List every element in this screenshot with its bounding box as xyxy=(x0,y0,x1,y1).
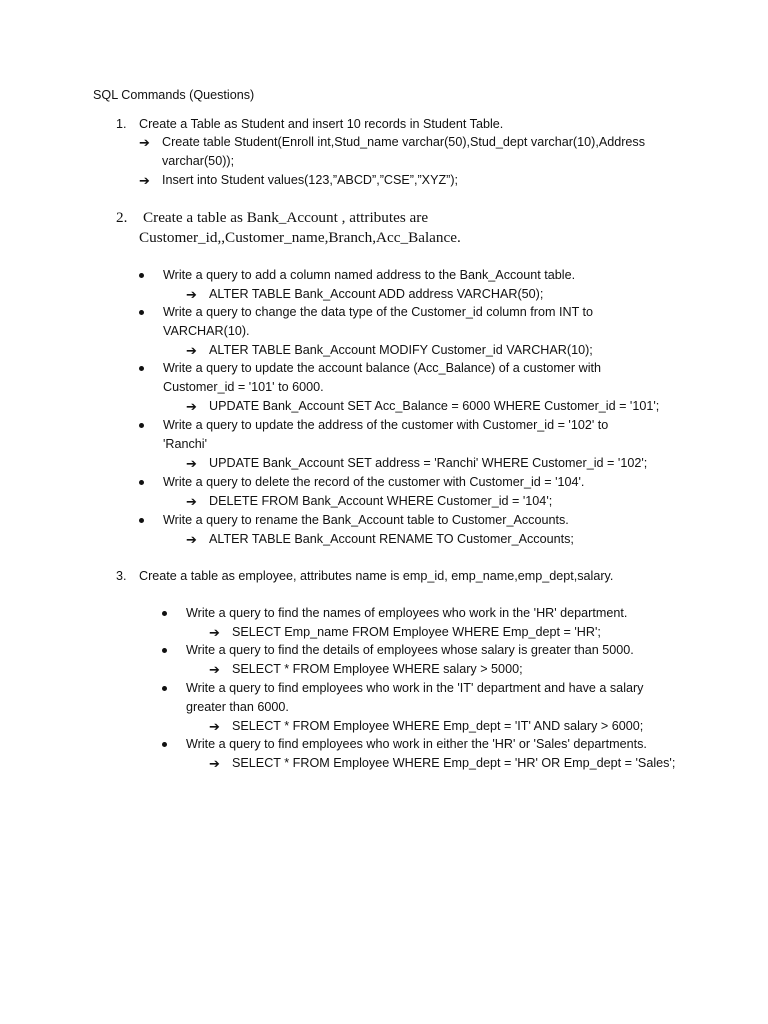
q3-item-3-question-line-1: Write a query to find employees who work in the 'IT' department and have a salary xyxy=(186,681,644,695)
q1-answer-2: Insert into Student values(123,”ABCD”,”CSE”,”XYZ”); xyxy=(162,173,459,187)
q2-item-4-question-line-2: 'Ranchi' xyxy=(163,437,208,451)
q2-item-3-question-line-1: Write a query to update the account balance (Acc_Balance) of a customer with xyxy=(163,361,601,375)
q2-item-5-question: Write a query to delete the record of the customer with Customer_id = '104'. xyxy=(163,475,585,489)
arrow-icon: ➔ xyxy=(209,756,220,771)
bullet-icon xyxy=(139,366,144,371)
q2-item-1-answer: ALTER TABLE Bank_Account ADD address VARCHAR(50); xyxy=(209,287,544,301)
q3-item-2-answer: SELECT * FROM Employee WHERE salary > 5000; xyxy=(232,662,523,676)
q2-number: 2. xyxy=(116,209,128,226)
bullet-icon xyxy=(139,310,144,315)
bullet-icon xyxy=(139,423,144,428)
arrow-icon: ➔ xyxy=(186,494,197,509)
arrow-icon: ➔ xyxy=(139,135,150,150)
q1-answer-1-line-1: Create table Student(Enroll int,Stud_name varchar(50),Stud_dept varchar(10),Address xyxy=(162,135,646,149)
document-title: SQL Commands (Questions) xyxy=(93,88,255,102)
arrow-icon: ➔ xyxy=(186,287,197,302)
bullet-icon xyxy=(139,273,144,278)
bullet-icon xyxy=(139,480,144,485)
arrow-icon: ➔ xyxy=(186,399,197,414)
q2-item-1-question: Write a query to add a column named address to the Bank_Account table. xyxy=(163,268,576,282)
q3-item-1-question: Write a query to find the names of employees who work in the 'HR' department. xyxy=(186,606,628,620)
bullet-icon xyxy=(162,742,167,747)
q2-item-2-answer: ALTER TABLE Bank_Account MODIFY Customer_id VARCHAR(10); xyxy=(209,343,593,357)
q1-text: Create a Table as Student and insert 10 records in Student Table. xyxy=(139,117,504,131)
q2-item-6-answer: ALTER TABLE Bank_Account RENAME TO Customer_Accounts; xyxy=(209,532,574,546)
q1-answer-1-line-2: varchar(50)); xyxy=(162,154,235,168)
q2-item-4-question-line-1: Write a query to update the address of the customer with Customer_id = '102' to xyxy=(163,418,609,432)
bullet-icon xyxy=(139,518,144,523)
q3-number: 3. xyxy=(116,569,127,583)
q2-item-2-question-line-2: VARCHAR(10). xyxy=(163,324,250,338)
q3-item-2-question: Write a query to find the details of employees whose salary is greater than 5000. xyxy=(186,643,634,657)
arrow-icon: ➔ xyxy=(186,456,197,471)
arrow-icon: ➔ xyxy=(186,532,197,547)
q2-item-3-question-line-2: Customer_id = '101' to 6000. xyxy=(163,380,324,394)
q2-text-line-2: Customer_id,,Customer_name,Branch,Acc_Balance. xyxy=(139,229,461,246)
q2-item-2-question-line-1: Write a query to change the data type of the Customer_id column from INT to xyxy=(163,305,594,319)
arrow-icon: ➔ xyxy=(209,719,220,734)
arrow-icon: ➔ xyxy=(139,173,150,188)
q3-item-4-question: Write a query to find employees who work in either the 'HR' or 'Sales' departments. xyxy=(186,737,647,751)
q2-item-5-answer: DELETE FROM Bank_Account WHERE Customer_id = '104'; xyxy=(209,494,553,508)
q1-number: 1. xyxy=(116,117,127,131)
q3-text: Create a table as employee, attributes name is emp_id, emp_name,emp_dept,salary. xyxy=(139,569,614,583)
arrow-icon: ➔ xyxy=(186,343,197,358)
arrow-icon: ➔ xyxy=(209,625,220,640)
q2-text-line-1: Create a table as Bank_Account , attributes are xyxy=(143,209,429,226)
q2-item-6-question: Write a query to rename the Bank_Account table to Customer_Accounts. xyxy=(163,513,569,527)
q3-item-1-answer: SELECT Emp_name FROM Employee WHERE Emp_dept = 'HR'; xyxy=(232,625,601,639)
q2-item-4-answer: UPDATE Bank_Account SET address = 'Ranchi' WHERE Customer_id = '102'; xyxy=(209,456,648,470)
q3-item-4-answer: SELECT * FROM Employee WHERE Emp_dept = 'HR' OR Emp_dept = 'Sales'; xyxy=(232,756,676,770)
bullet-icon xyxy=(162,611,167,616)
q3-item-3-question-line-2: greater than 6000. xyxy=(186,700,289,714)
bullet-icon xyxy=(162,686,167,691)
q3-item-3-answer: SELECT * FROM Employee WHERE Emp_dept = 'IT' AND salary > 6000; xyxy=(232,719,644,733)
arrow-icon: ➔ xyxy=(209,662,220,677)
bullet-icon xyxy=(162,648,167,653)
q2-item-3-answer: UPDATE Bank_Account SET Acc_Balance = 6000 WHERE Customer_id = '101'; xyxy=(209,399,660,413)
